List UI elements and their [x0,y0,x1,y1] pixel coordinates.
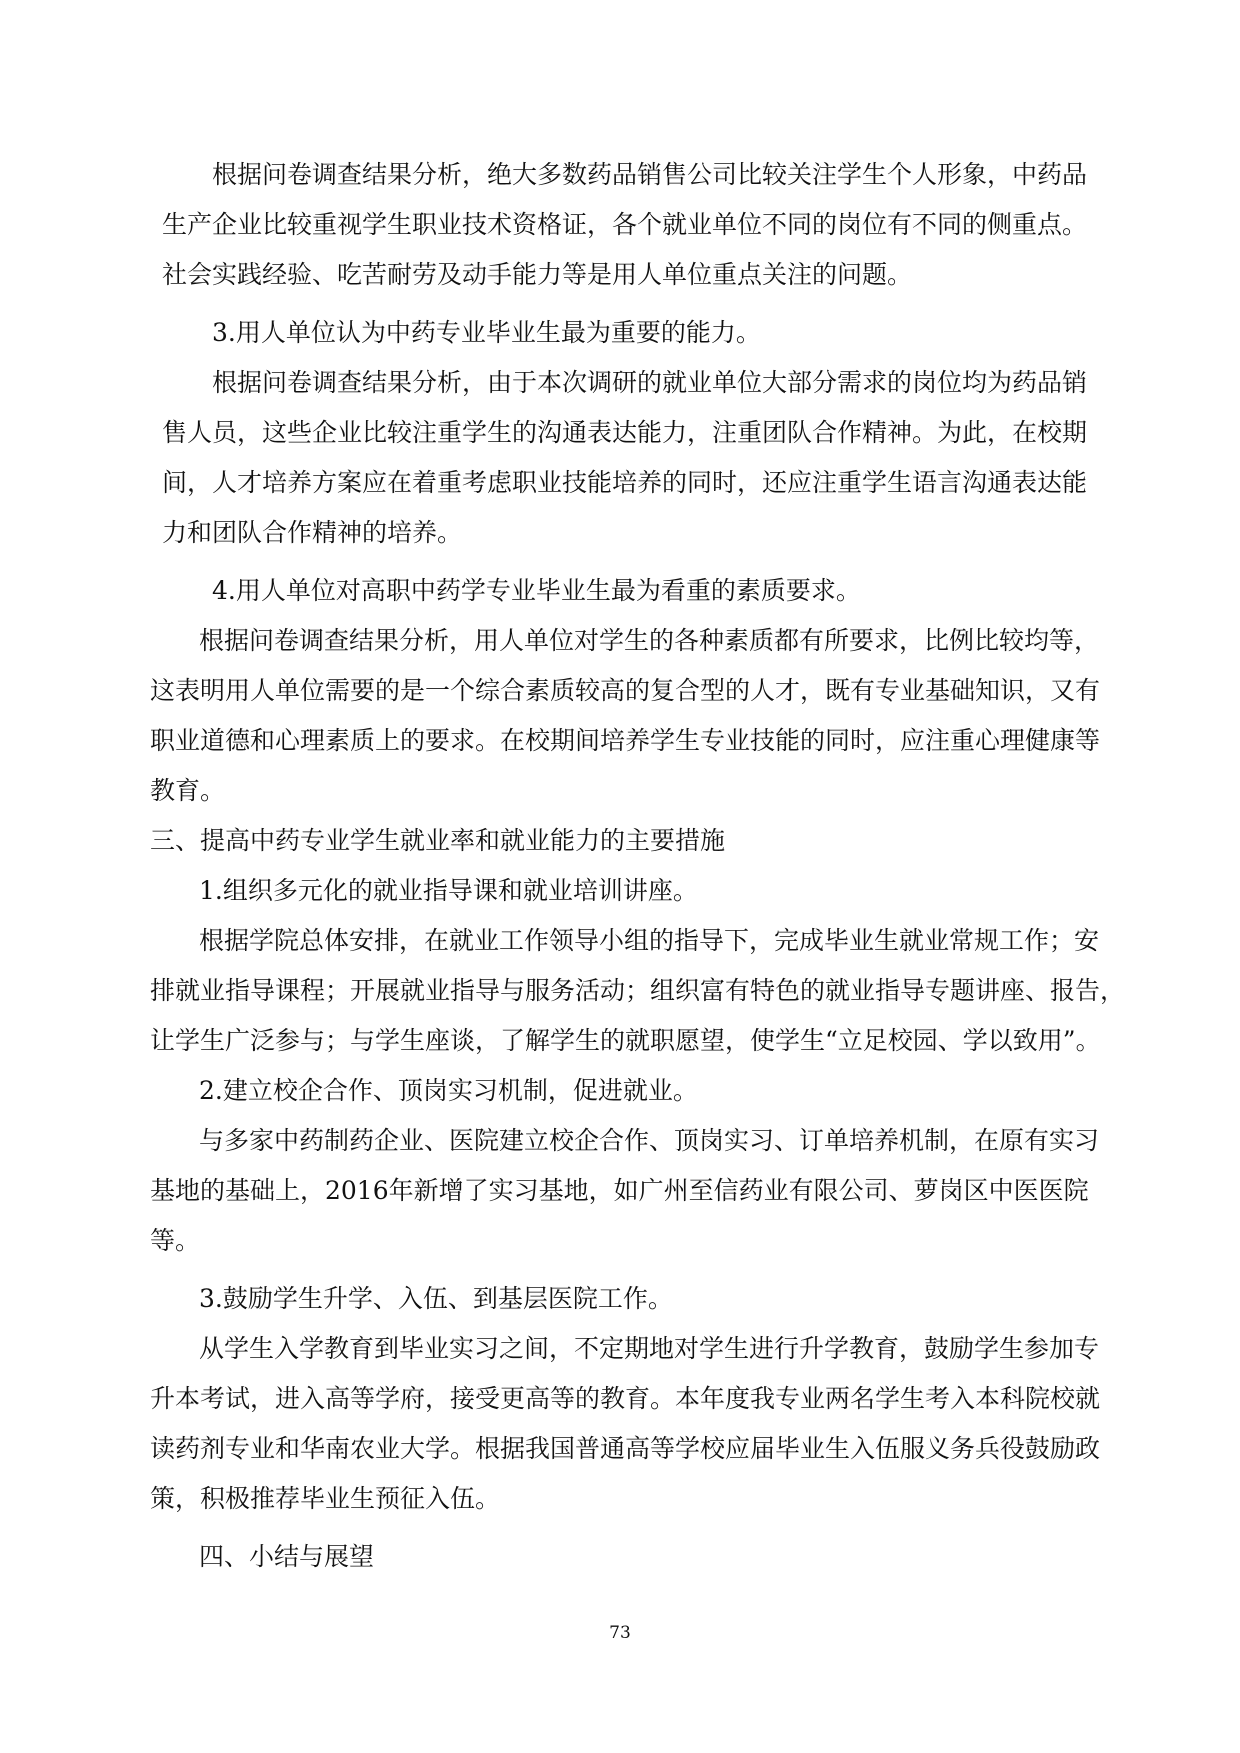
text-line: 从学生入学教育到毕业实习之间，不定期地对学生进行升学教育，鼓励学生参加专 [199,1334,1100,1363]
text-line: 间，人才培养方案应在着重考虑职业技能培养的同时，还应注重学生语言沟通表达能 [162,468,1088,497]
text-line: 升本考试，进入高等学府，接受更高等的教育。本年度我专业两名学生考入本科院校就 [150,1384,1101,1413]
numbered-heading: 2.建立校企合作、顶岗实习机制，促进就业。 [199,1076,698,1105]
text-line: 基地的基础上，2016年新增了实习基地，如广州至信药业有限公司、萝岗区中医医院 [150,1176,1089,1205]
numbered-heading: 3.鼓励学生升学、入伍、到基层医院工作。 [199,1284,673,1313]
text-line: 根据学院总体安排，在就业工作领导小组的指导下，完成毕业生就业常规工作；安 [199,926,1100,955]
text-line: 售人员，这些企业比较注重学生的沟通表达能力，注重团队合作精神。为此，在校期 [162,418,1088,447]
text-line: 教育。 [150,776,226,805]
text-line: 读药剂专业和华南农业大学。根据我国普通高等学校应届毕业生入伍服义务兵役鼓励政 [150,1434,1101,1463]
page-number: 73 [609,1623,631,1643]
text-line: 这表明用人单位需要的是一个综合素质较高的复合型的人才，既有专业基础知识，又有 [150,676,1101,705]
text-line: 根据问卷调查结果分析，绝大多数药品销售公司比较关注学生个人形象，中药品 [212,160,1088,189]
text-line: 社会实践经验、吃苦耐劳及动手能力等是用人单位重点关注的问题。 [162,260,913,289]
section-heading: 三、提高中药专业学生就业率和就业能力的主要措施 [150,826,726,855]
text-line: 生产企业比较重视学生职业技术资格证，各个就业单位不同的岗位有不同的侧重点。 [162,210,1088,239]
section-heading: 四、小结与展望 [199,1542,375,1571]
text-line: 策，积极推荐毕业生预征入伍。 [150,1484,501,1513]
numbered-heading: 4.用人单位对高职中药学专业毕业生最为看重的素质要求。 [212,576,861,605]
text-line: 根据问卷调查结果分析，由于本次调研的就业单位大部分需求的岗位均为药品销 [212,368,1088,397]
text-line: 排就业指导课程；开展就业指导与服务活动；组织富有特色的就业指导专题讲座、报告， [150,976,1126,1005]
text-line: 力和团队合作精神的培养。 [162,518,463,547]
text-line: 根据问卷调查结果分析，用人单位对学生的各种素质都有所要求，比例比较均等， [199,626,1100,655]
text-line: 与多家中药制药企业、医院建立校企合作、顶岗实习、订单培养机制，在原有实习 [199,1126,1100,1155]
text-line: 让学生广泛参与；与学生座谈，了解学生的就职愿望，使学生“立足校园、学以致用”。 [150,1026,1101,1055]
numbered-heading: 1.组织多元化的就业指导课和就业培训讲座。 [199,876,698,905]
text-line: 职业道德和心理素质上的要求。在校期间培养学生专业技能的同时，应注重心理健康等 [150,726,1101,755]
text-line: 等。 [150,1226,201,1255]
numbered-heading: 3.用人单位认为中药专业毕业生最为重要的能力。 [212,318,761,347]
